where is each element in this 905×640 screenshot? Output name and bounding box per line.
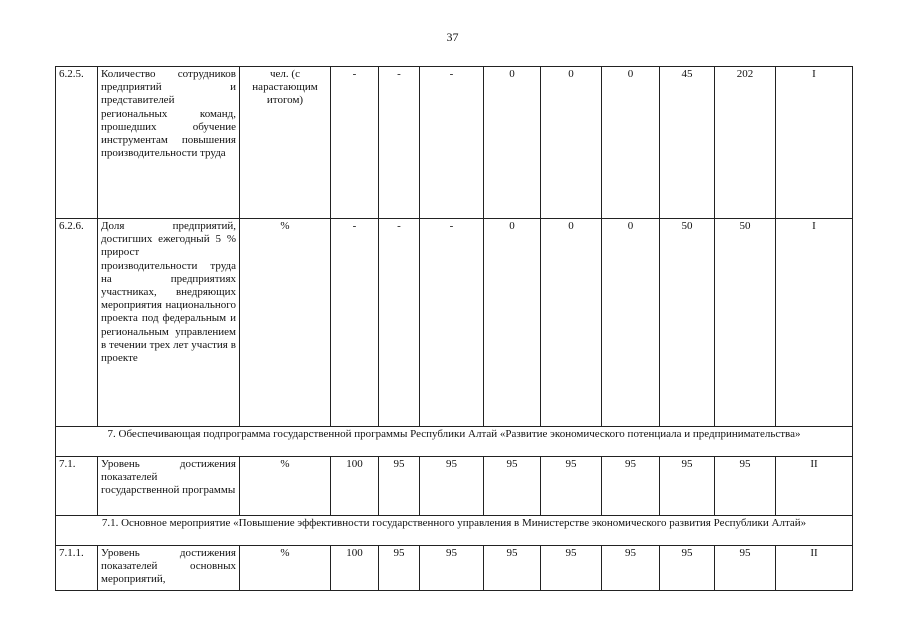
value-cell: 95 xyxy=(379,546,420,591)
row-number: 7.1.1. xyxy=(56,546,98,591)
unit-cell: % xyxy=(240,546,331,591)
value-cell: 95 xyxy=(602,457,660,516)
value-cell: - xyxy=(420,219,484,427)
value-cell: 50 xyxy=(660,219,715,427)
value-cell: 95 xyxy=(420,457,484,516)
value-cell: 0 xyxy=(541,67,602,219)
subprogram-title: 7. Обеспечивающая подпрограмма государственной программы Республики Алтай «Развитие экономического потенциала и предпринимательства» xyxy=(56,427,853,457)
value-cell: 95 xyxy=(715,546,776,591)
section-header-row xyxy=(56,427,853,457)
table-row xyxy=(56,219,853,427)
value-cell: 50 xyxy=(715,219,776,427)
value-cell: 45 xyxy=(660,67,715,219)
value-cell: 95 xyxy=(541,457,602,516)
value-cell: - xyxy=(331,67,379,219)
value-cell: - xyxy=(379,219,420,427)
row-number: 7.1. xyxy=(56,457,98,516)
row-number: 6.2.5. xyxy=(56,67,98,219)
indicator-name: Доля предприятий, достигших ежегодный 5 % прирост производительности труда на предприятиях участниках, внедряющих мероприятия национального проекта под федеральным и региональным управлением в течении трех лет участия в проекте xyxy=(98,219,240,427)
value-cell: 100 xyxy=(331,457,379,516)
value-cell: 95 xyxy=(541,546,602,591)
value-cell: 95 xyxy=(715,457,776,516)
indicator-name: Количество сотрудников предприятий и представителей региональных команд, прошедших обучение инструментам повышения производительности труда xyxy=(98,67,240,219)
value-cell: - xyxy=(379,67,420,219)
category-cell: II xyxy=(776,546,853,591)
indicator-name: Уровень достижения показателей основных мероприятий, xyxy=(98,546,240,591)
value-cell: 95 xyxy=(484,457,541,516)
category-cell: I xyxy=(776,219,853,427)
unit-cell: чел. (с нарастающим итогом) xyxy=(240,67,331,219)
value-cell: 95 xyxy=(484,546,541,591)
value-cell: - xyxy=(420,67,484,219)
value-cell: 202 xyxy=(715,67,776,219)
page-number: 37 xyxy=(446,30,459,44)
value-cell: 100 xyxy=(331,546,379,591)
category-cell: II xyxy=(776,457,853,516)
section-header-row xyxy=(56,516,853,546)
indicator-name: Уровень достижения показателей государственной программы xyxy=(98,457,240,516)
table-row xyxy=(56,67,853,219)
value-cell: - xyxy=(331,219,379,427)
value-cell: 0 xyxy=(541,219,602,427)
value-cell: 0 xyxy=(484,67,541,219)
value-cell: 0 xyxy=(602,219,660,427)
measure-title: 7.1. Основное мероприятие «Повышение эффективности государственного управления в Министерстве экономического развития Республики Алтай» xyxy=(56,516,853,546)
value-cell: 0 xyxy=(602,67,660,219)
value-cell: 95 xyxy=(379,457,420,516)
table-row xyxy=(56,546,853,591)
indicators-table xyxy=(55,66,853,591)
value-cell: 95 xyxy=(660,546,715,591)
row-number: 6.2.6. xyxy=(56,219,98,427)
value-cell: 95 xyxy=(602,546,660,591)
unit-cell: % xyxy=(240,457,331,516)
category-cell: I xyxy=(776,67,853,219)
value-cell: 95 xyxy=(660,457,715,516)
table-row xyxy=(56,457,853,516)
value-cell: 95 xyxy=(420,546,484,591)
unit-cell: % xyxy=(240,219,331,427)
value-cell: 0 xyxy=(484,219,541,427)
